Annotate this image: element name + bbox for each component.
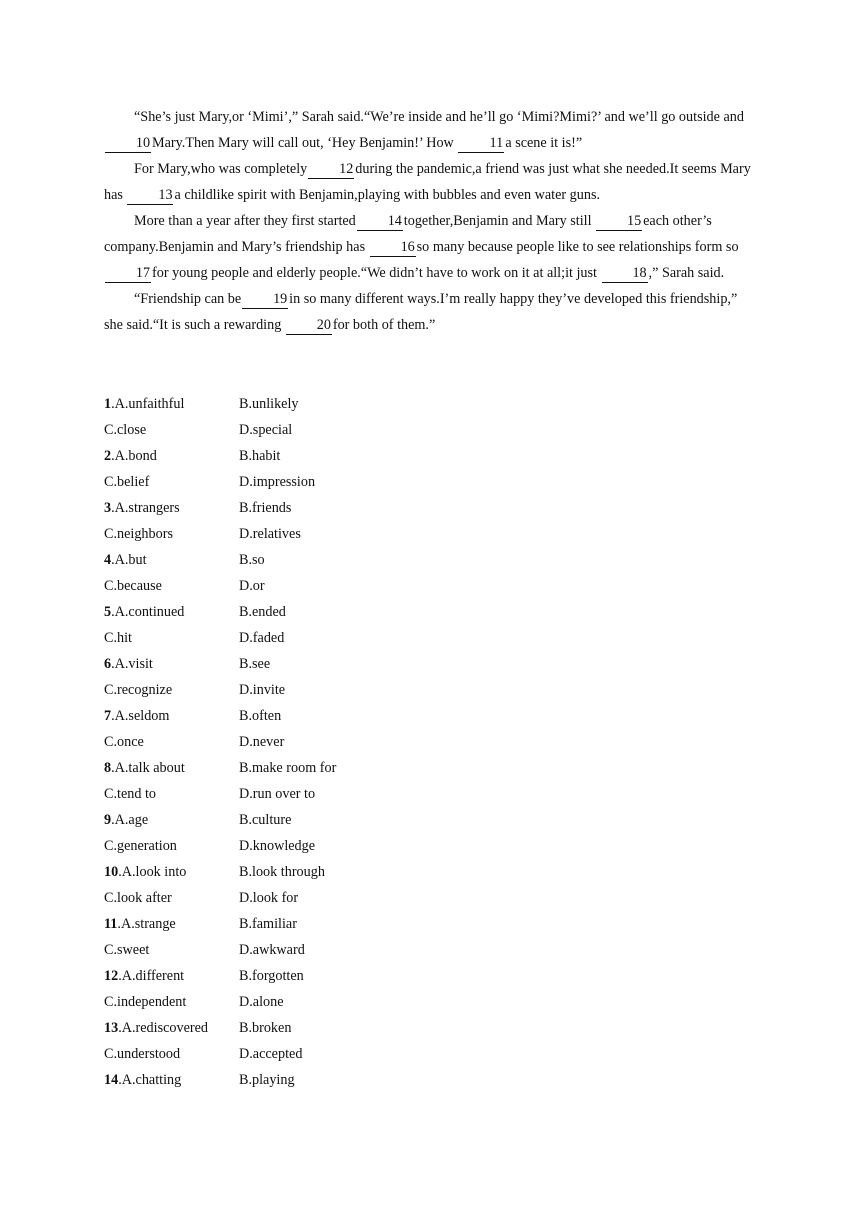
paragraph-2 — [104, 156, 756, 208]
text: a scene it is!” — [505, 135, 583, 151]
question-number: 7 — [104, 708, 112, 724]
option-c: C.once — [104, 734, 144, 750]
option-c: C.understood — [104, 1046, 181, 1062]
question-8-row-ab — [104, 755, 504, 781]
question-7-row-ab — [104, 703, 504, 729]
option-c: C.sweet — [104, 942, 150, 958]
text: For Mary,who was completely — [134, 161, 308, 177]
option-a — [104, 651, 239, 677]
question-2-row-ab — [104, 443, 504, 469]
option-c: C.because — [104, 578, 162, 594]
option-d: D.knowledge — [239, 838, 316, 854]
question-options — [104, 391, 504, 1093]
question-number: 3 — [104, 500, 112, 516]
question-1-row-cd — [104, 417, 504, 443]
question-11-row-cd — [104, 937, 504, 963]
text: for young people and elderly people.“We didn’t have to work on it at all;it just — [152, 265, 601, 281]
option-a-text: .A.chatting — [118, 1072, 182, 1088]
option-b: B.unlikely — [239, 396, 299, 412]
blank-12: 12 — [308, 161, 354, 179]
option-a-text: .A.visit — [111, 656, 153, 672]
option-d: D.special — [239, 422, 293, 438]
question-6-row-ab — [104, 651, 504, 677]
paragraph-4 — [104, 286, 756, 338]
option-b: B.friends — [239, 500, 292, 516]
option-a — [104, 495, 239, 521]
option-a-text: .A.but — [111, 552, 147, 568]
question-6-row-cd — [104, 677, 504, 703]
question-5-row-cd — [104, 625, 504, 651]
option-a-text: .A.talk about — [111, 760, 185, 776]
text: so many because people like to see relationships form so — [416, 239, 739, 255]
option-a — [104, 911, 239, 937]
option-a — [104, 1015, 239, 1041]
option-a — [104, 807, 239, 833]
text: More than a year after they first started — [134, 213, 356, 229]
option-a — [104, 391, 239, 417]
question-number: 6 — [104, 656, 112, 672]
blank-17: 17 — [105, 265, 151, 283]
question-8-row-cd — [104, 781, 504, 807]
text: “She’s just Mary,or ‘Mimi’,” Sarah said.“We’re inside and he’ll go ‘Mimi?Mimi?’ and we’ll go outside and — [134, 109, 744, 125]
text: a childlike spirit with Benjamin,playing with bubbles and even water guns. — [174, 187, 601, 203]
option-d: D.accepted — [239, 1046, 303, 1062]
question-11-row-ab — [104, 911, 504, 937]
text: for both of them.” — [332, 317, 436, 333]
option-c: C.independent — [104, 994, 187, 1010]
question-10-row-ab — [104, 859, 504, 885]
question-5-row-ab — [104, 599, 504, 625]
option-a-text: .A.age — [111, 812, 149, 828]
question-number: 12 — [104, 968, 119, 984]
blank-13: 13 — [127, 187, 173, 205]
question-number: 4 — [104, 552, 112, 568]
option-a-text: .A.rediscovered — [118, 1020, 209, 1036]
option-d: D.look for — [239, 890, 299, 906]
question-number: 1 — [104, 396, 112, 412]
text: “Friendship can be — [134, 291, 242, 307]
option-a — [104, 963, 239, 989]
question-1-row-ab — [104, 391, 504, 417]
option-b: B.see — [239, 656, 271, 672]
question-3-row-cd — [104, 521, 504, 547]
question-number: 8 — [104, 760, 112, 776]
question-2-row-cd — [104, 469, 504, 495]
blank-19: 19 — [242, 291, 288, 309]
option-a-text: .A.bond — [111, 448, 157, 464]
option-c: C.hit — [104, 630, 132, 646]
text: in so many different ways.I’m really happy they’ve developed this friendship,” she said.“It is such a rewarding — [104, 291, 738, 333]
option-d: D.alone — [239, 994, 284, 1010]
option-c: C.belief — [104, 474, 150, 490]
blank-14: 14 — [357, 213, 403, 231]
option-b: B.so — [239, 552, 265, 568]
option-b: B.ended — [239, 604, 286, 620]
option-b: B.often — [239, 708, 282, 724]
question-number: 5 — [104, 604, 112, 620]
question-12-row-ab — [104, 963, 504, 989]
option-b: B.playing — [239, 1072, 295, 1088]
option-a — [104, 599, 239, 625]
blank-18: 18 — [602, 265, 648, 283]
question-7-row-cd — [104, 729, 504, 755]
option-b: B.culture — [239, 812, 292, 828]
option-a — [104, 859, 239, 885]
question-number: 13 — [104, 1020, 119, 1036]
question-number: 11 — [104, 916, 118, 932]
option-c: C.tend to — [104, 786, 157, 802]
option-c: C.recognize — [104, 682, 173, 698]
option-d: D.invite — [239, 682, 286, 698]
blank-10: 10 — [105, 135, 151, 153]
option-c: C.look after — [104, 890, 172, 906]
option-c: C.neighbors — [104, 526, 173, 542]
option-d: D.never — [239, 734, 285, 750]
option-b: B.familiar — [239, 916, 297, 932]
text: each other’s company.Benjamin and Mary’s friendship has — [104, 213, 712, 255]
option-a-text: .A.strange — [117, 916, 176, 932]
option-a-text: .A.different — [118, 968, 185, 984]
blank-11: 11 — [458, 135, 504, 153]
question-number: 10 — [104, 864, 119, 880]
question-10-row-cd — [104, 885, 504, 911]
question-3-row-ab — [104, 495, 504, 521]
option-a — [104, 703, 239, 729]
question-number: 14 — [104, 1072, 119, 1088]
option-a — [104, 755, 239, 781]
blank-20: 20 — [286, 317, 332, 335]
question-14-row-ab — [104, 1067, 504, 1093]
option-d: D.faded — [239, 630, 285, 646]
text: during the pandemic,a friend was just what she needed.It seems Mary has — [104, 161, 751, 203]
option-c: C.generation — [104, 838, 177, 854]
text: Mary.Then Mary will call out, ‘Hey Benjamin!’ How — [152, 135, 458, 151]
option-b: B.make room for — [239, 760, 337, 776]
question-9-row-ab — [104, 807, 504, 833]
question-13-row-ab — [104, 1015, 504, 1041]
option-a-text: .A.continued — [111, 604, 185, 620]
text: ,” Sarah said. — [648, 265, 725, 281]
question-4-row-cd — [104, 573, 504, 599]
option-a-text: .A.unfaithful — [111, 396, 185, 412]
paragraph-1 — [104, 104, 756, 156]
option-a-text: .A.look into — [118, 864, 187, 880]
text: together,Benjamin and Mary still — [403, 213, 596, 229]
option-b: B.forgotten — [239, 968, 304, 984]
passage — [104, 104, 756, 338]
question-9-row-cd — [104, 833, 504, 859]
option-d: D.relatives — [239, 526, 301, 542]
option-b: B.habit — [239, 448, 281, 464]
question-number: 2 — [104, 448, 112, 464]
question-12-row-cd — [104, 989, 504, 1015]
option-d: D.or — [239, 578, 265, 594]
option-d: D.impression — [239, 474, 316, 490]
option-d: D.run over to — [239, 786, 316, 802]
option-a-text: .A.strangers — [111, 500, 180, 516]
option-a — [104, 443, 239, 469]
option-b: B.look through — [239, 864, 325, 880]
question-number: 9 — [104, 812, 112, 828]
option-d: D.awkward — [239, 942, 305, 958]
question-13-row-cd — [104, 1041, 504, 1067]
blank-15: 15 — [596, 213, 642, 231]
option-b: B.broken — [239, 1020, 292, 1036]
option-a — [104, 547, 239, 573]
option-a-text: .A.seldom — [111, 708, 170, 724]
blank-16: 16 — [370, 239, 416, 257]
paragraph-3 — [104, 208, 756, 286]
option-a — [104, 1067, 239, 1093]
question-4-row-ab — [104, 547, 504, 573]
option-c: C.close — [104, 422, 147, 438]
